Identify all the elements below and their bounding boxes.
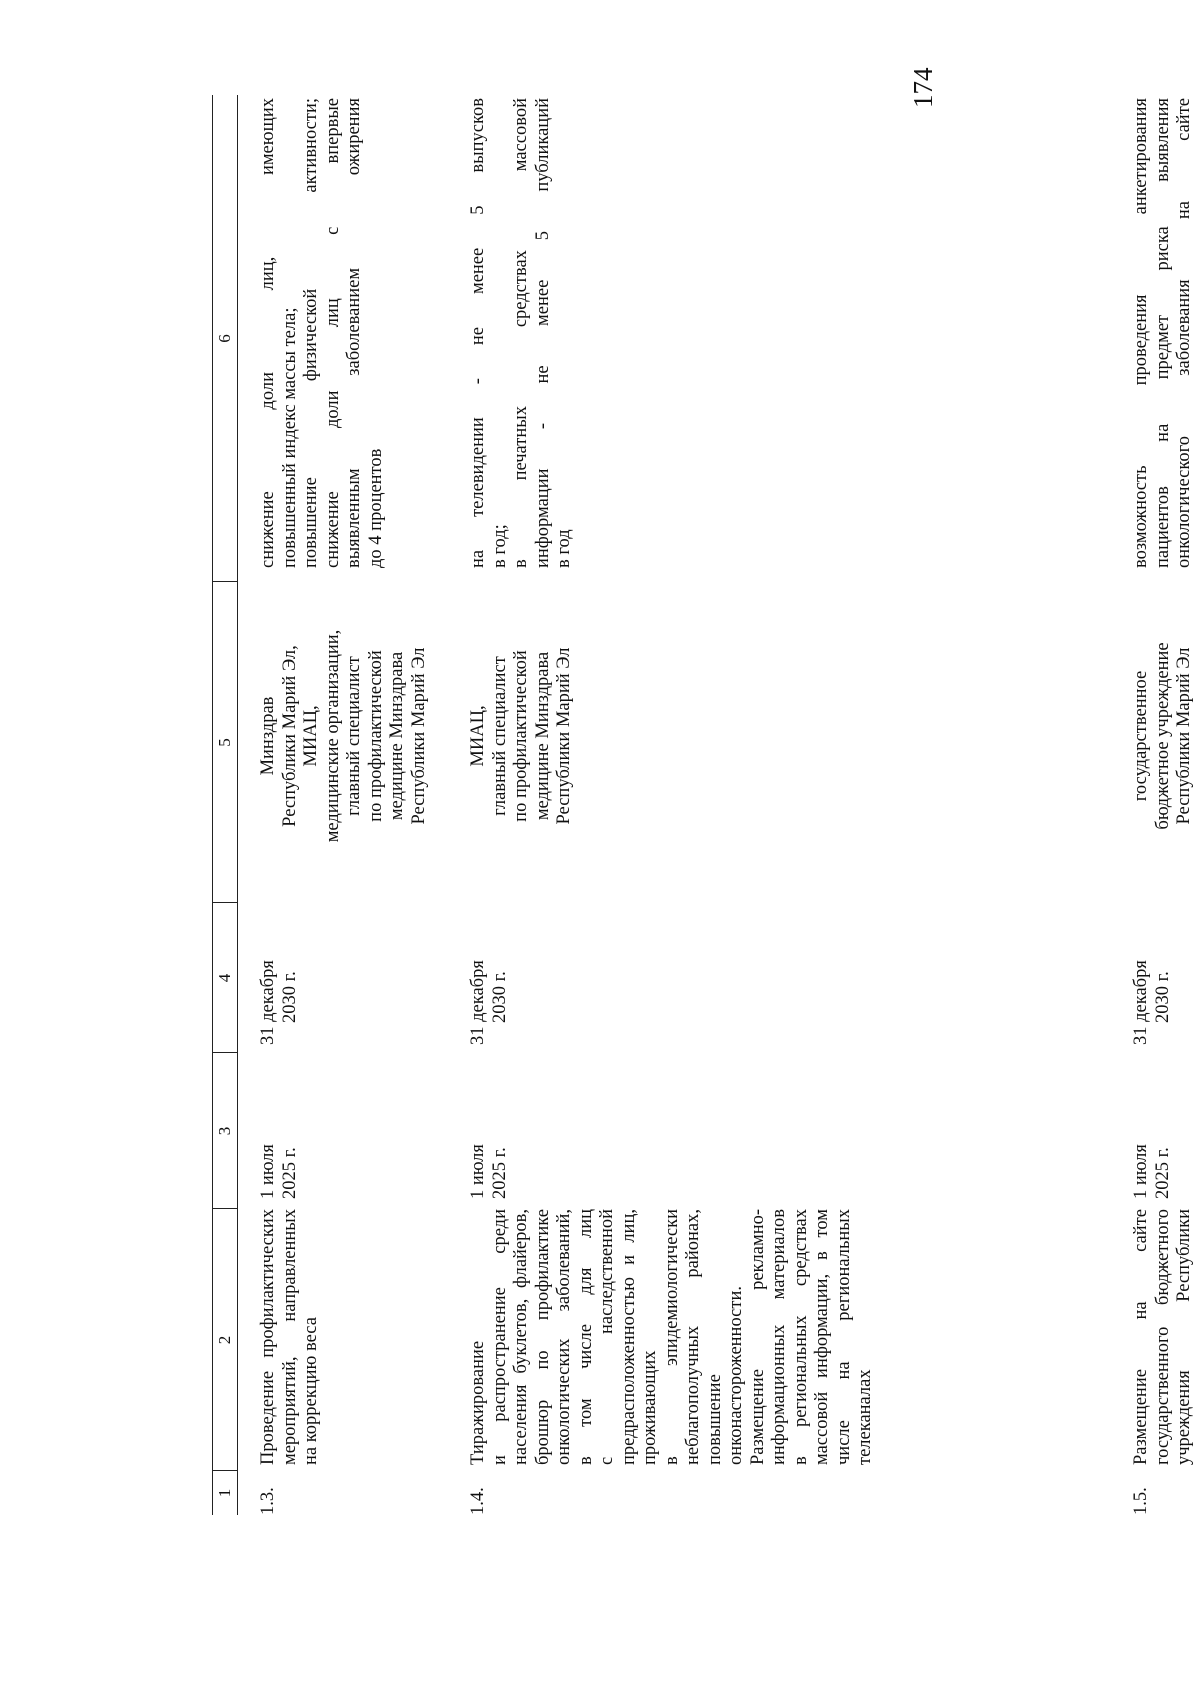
- text-line: пациентов на предмет риска выявления: [1152, 98, 1173, 568]
- text-line: в том числе для лиц: [575, 1209, 596, 1465]
- expected-result: [1131, 98, 1196, 568]
- text-line: 2025 г.: [489, 1147, 510, 1199]
- end-date: [258, 915, 301, 1045]
- text-line: массовой информации, в том: [812, 1209, 832, 1465]
- text-line: и распространение среди: [489, 1209, 510, 1465]
- text-line: медицине Минздрава: [387, 651, 407, 821]
- text-line: Республики Марий Эл: [554, 647, 574, 825]
- start-date: [468, 1089, 511, 1199]
- text-line: 31 декабря: [468, 960, 488, 1045]
- text-line: 31 декабря: [258, 960, 278, 1045]
- row-number: 1.3.: [258, 1487, 278, 1515]
- text-line: повышение физической активности;: [301, 98, 321, 568]
- text-line: снижение доли лиц с впервые: [322, 98, 343, 568]
- row-number: 1.4.: [468, 1487, 488, 1515]
- text-line: информации - не менее 5 публикаций: [532, 98, 553, 568]
- text-line: повышение: [704, 1374, 725, 1465]
- executor: [468, 601, 576, 871]
- text-line: медицинские организации,: [322, 629, 343, 843]
- column-header: 4: [215, 973, 234, 983]
- start-date: [1131, 1089, 1174, 1199]
- text-line: Размещение на сайте: [1131, 1209, 1151, 1465]
- text-line: брошюр по профилактике: [532, 1209, 553, 1465]
- text-line: до 4 процентов: [365, 448, 386, 568]
- measure-text: [258, 1209, 323, 1465]
- text-line: с наследственной: [597, 1209, 617, 1465]
- text-line: МИАЦ,: [301, 705, 321, 767]
- text-line: мероприятий, направленных: [279, 1209, 300, 1465]
- end-date: [468, 915, 511, 1045]
- page-number: 174: [908, 67, 938, 108]
- text-line: проживающих: [640, 1350, 660, 1465]
- plan-table: [212, 95, 1200, 1515]
- text-line: выявленным заболеванием ожирения: [344, 98, 364, 568]
- text-line: Республики Марий Эл,: [279, 645, 300, 827]
- text-line: в печатных средствах массовой: [511, 98, 531, 568]
- text-line: Тиражирование: [468, 1340, 488, 1465]
- text-line: в год: [554, 529, 574, 568]
- text-line: 1 июля: [468, 1144, 488, 1199]
- end-date: [1131, 915, 1174, 1045]
- text-line: Проведение профилактических: [258, 1209, 278, 1465]
- executor: [258, 601, 430, 871]
- text-line: 2025 г.: [1152, 1147, 1173, 1199]
- text-line: на коррекцию веса: [301, 1317, 321, 1465]
- text-line: 2030 г.: [489, 971, 510, 1023]
- text-line: в региональных средствах: [790, 1209, 811, 1465]
- text-line: онкологического заболевания на сайте: [1174, 98, 1194, 568]
- column-header: 5: [215, 738, 234, 747]
- text-line: 31 декабря: [1131, 960, 1151, 1045]
- text-line: МИАЦ,: [468, 705, 488, 767]
- row-number: 1.5.: [1131, 1487, 1151, 1515]
- text-line: снижение доли лиц, имеющих: [258, 98, 278, 568]
- text-line: главный специалист: [344, 656, 364, 816]
- measure-text: [468, 1209, 877, 1465]
- text-line: по профилактической: [511, 650, 531, 822]
- text-line: 1 июля: [258, 1144, 278, 1199]
- text-line: на телевидении - не менее 5 выпусков: [468, 98, 488, 568]
- text-line: Размещение рекламно-: [747, 1209, 768, 1465]
- text-line: информационных материалов: [769, 1209, 789, 1465]
- text-line: населения буклетов, флайеров,: [511, 1209, 531, 1465]
- text-line: Республики Марий Эл: [408, 647, 429, 825]
- text-line: 2030 г.: [279, 971, 300, 1023]
- text-line: повышенный индекс массы тела;: [279, 307, 300, 568]
- start-date: [258, 1089, 301, 1199]
- expected-result: [258, 98, 387, 568]
- text-line: Республики Марий Эл: [1174, 647, 1194, 825]
- text-line: учреждения Республики: [1174, 1209, 1194, 1465]
- text-line: онконастороженности.: [726, 1286, 746, 1465]
- executor: [1131, 601, 1196, 871]
- column-header: 3: [215, 1126, 234, 1136]
- text-line: по профилактической: [365, 650, 386, 822]
- text-line: числе на региональных: [833, 1209, 854, 1465]
- text-line: неблагополучных районах,: [683, 1209, 703, 1465]
- column-header: 1: [215, 1488, 234, 1498]
- text-line: 1 июля: [1131, 1144, 1151, 1199]
- column-header: 6: [215, 334, 234, 343]
- header-bottom-rule: [237, 95, 238, 1515]
- expected-result: [468, 98, 576, 568]
- column-header: 2: [215, 1335, 234, 1345]
- text-line: телеканалах: [855, 1369, 875, 1465]
- text-line: возможность проведения анкетирования: [1131, 98, 1151, 568]
- text-line: онкологических заболеваний,: [554, 1209, 574, 1465]
- measure-text: [1131, 1209, 1196, 1465]
- text-line: медицине Минздрава: [532, 651, 553, 821]
- text-line: главный специалист: [489, 656, 510, 816]
- text-line: 2025 г.: [279, 1147, 300, 1199]
- text-line: 2030 г.: [1152, 971, 1173, 1023]
- text-line: в год;: [489, 524, 510, 568]
- text-line: государственного бюджетного: [1152, 1209, 1173, 1465]
- text-line: государственное: [1131, 670, 1151, 802]
- text-line: предрасположенностью и лиц,: [618, 1209, 639, 1465]
- text-line: в эпидемиологически: [661, 1209, 682, 1465]
- text-line: бюджетное учреждение: [1152, 642, 1173, 830]
- text-line: Минздрав: [258, 696, 278, 776]
